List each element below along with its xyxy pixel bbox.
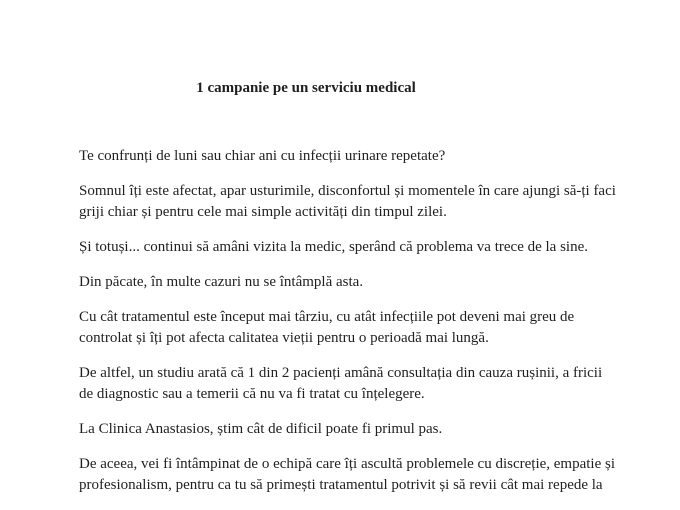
paragraph-line: griji chiar și pentru cele mai simple activități din timpul zilei.	[79, 204, 447, 220]
paragraph-line: controlat și îți pot afecta calitatea vieții pentru o perioadă mai lungă.	[79, 330, 489, 346]
paragraph-line: La Clinica Anastasios, știm cât de dificil poate fi primul pas.	[79, 421, 443, 437]
paragraph	[79, 363, 679, 405]
paragraph-line: De aceea, vei fi întâmpinat de o echipă care îți ascultă problemele cu discreție, empatie și	[79, 456, 616, 472]
paragraph-line: profesionalism, pentru ca tu să primești tratamentul potrivit și să revii cât mai repede la	[79, 477, 603, 493]
paragraph-line: Și totuși... continui să amâni vizita la medic, sperând că problema va trece de la sine.	[79, 239, 588, 255]
paragraph	[79, 146, 679, 167]
paragraph-line: Cu cât tratamentul este început mai târziu, cu atât infecțiile pot deveni mai greu de	[79, 309, 575, 325]
paragraph	[79, 307, 679, 349]
document-title: 1 campanie pe un serviciu medical	[196, 80, 416, 96]
paragraph-line: Din păcate, în multe cazuri nu se întâmplă asta.	[79, 274, 364, 290]
paragraph-line: de diagnostic sau a temerii că nu va fi tratat cu înțelegere.	[79, 386, 425, 402]
paragraph-line: De altfel, un studiu arată că 1 din 2 pacienți amână consultația din cauza rușinii, a fricii	[79, 365, 603, 381]
document-body	[79, 146, 679, 510]
paragraph-line: Te confrunți de luni sau chiar ani cu infecții urinare repetate?	[79, 148, 446, 164]
paragraph-line: Somnul îți este afectat, apar usturimile, disconfortul și momentele în care ajungi să-ți faci	[79, 183, 616, 199]
paragraph	[79, 272, 679, 293]
paragraph	[79, 237, 679, 258]
paragraph	[79, 181, 679, 223]
paragraph	[79, 419, 679, 440]
paragraph	[79, 454, 679, 496]
